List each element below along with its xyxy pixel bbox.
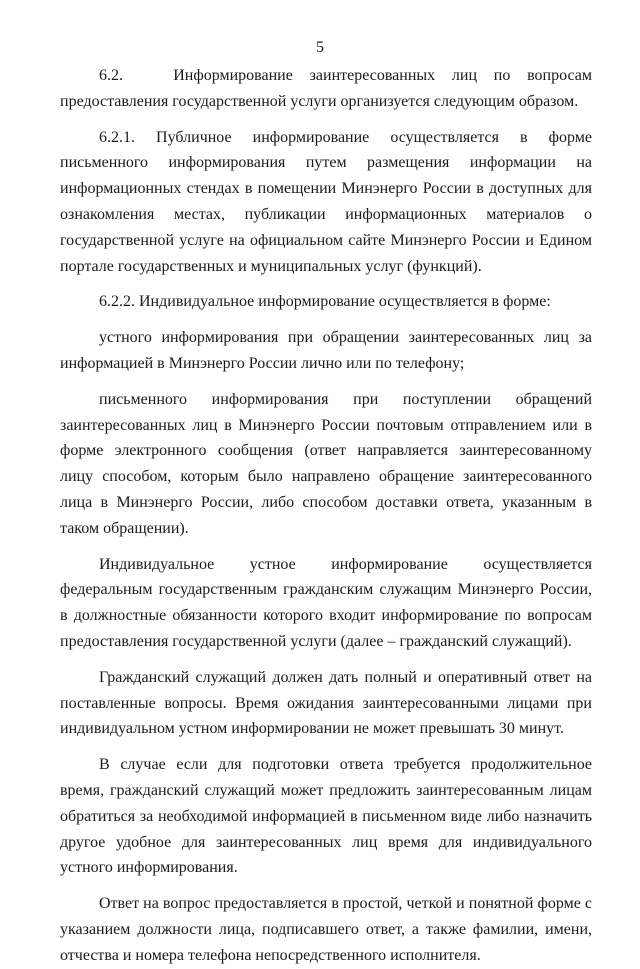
document-body — [60, 63, 592, 969]
paragraph-6-2: 6.2. Информирование заинтересованных лиц по вопросам предоставления государственной услуги организуется следующим образом. — [60, 67, 592, 110]
paragraph-oral-informing: устного информирования при обращении заинтересованных лиц за информацией в Минэнерго России лично или по телефону; — [60, 329, 592, 372]
page-number: 5 — [316, 39, 324, 56]
paragraph-written-informing: письменного информирования при поступлении обращений заинтересованных лиц в Минэнерго России почтовым отправлением или в форме электронного сообщения (ответ направляется заинтересованному лицу способом, которым было направлено обращение заинтересованного лица в Минэнерго России, либо способом доставки ответа, указанным в таком обращении). — [60, 390, 592, 537]
paragraph-6-2-1: 6.2.1. Публичное информирование осуществляется в форме письменного информирования путем размещения информации на информационных стендах в помещении Минэнерго России в доступных для ознакомления местах, публикации информационных материалов о государственной услуге на официальном сайте Минэнерго России и Едином портале государственных и муниципальных услуг (функций). — [60, 128, 592, 275]
paragraph-extended-time: В случае если для подготовки ответа требуется продолжительное время, гражданский служащий может предложить заинтересованным лицам обратиться за необходимой информацией в письменном виде либо назначить другое удобное для заинтересованных лиц время для индивидуального устного информирования. — [60, 756, 592, 877]
paragraph-individual-oral: Индивидуальное устное информирование осуществляется федеральным государственным гражданским служащим Минэнерго России, в должностные обязанности которого входит информирование по вопросам предоставления государственной услуги (далее – гражданский служащий). — [60, 555, 592, 650]
paragraph-answer-form: Ответ на вопрос предоставляется в простой, четкой и понятной форме с указанием должности лица, подписавшего ответ, а также фамилии, имени, отчества и номера телефона непосредственного исполнителя. — [60, 895, 592, 964]
paragraph-civil-servant-answer: Гражданский служащий должен дать полный и оперативный ответ на поставленные вопросы. Время ожидания заинтересованными лицами при индивидуальном устном информировании не может превышать 30 минут. — [60, 668, 592, 738]
paragraph-6-2-2: 6.2.2. Индивидуальное информирование осуществляется в форме: — [99, 293, 551, 311]
